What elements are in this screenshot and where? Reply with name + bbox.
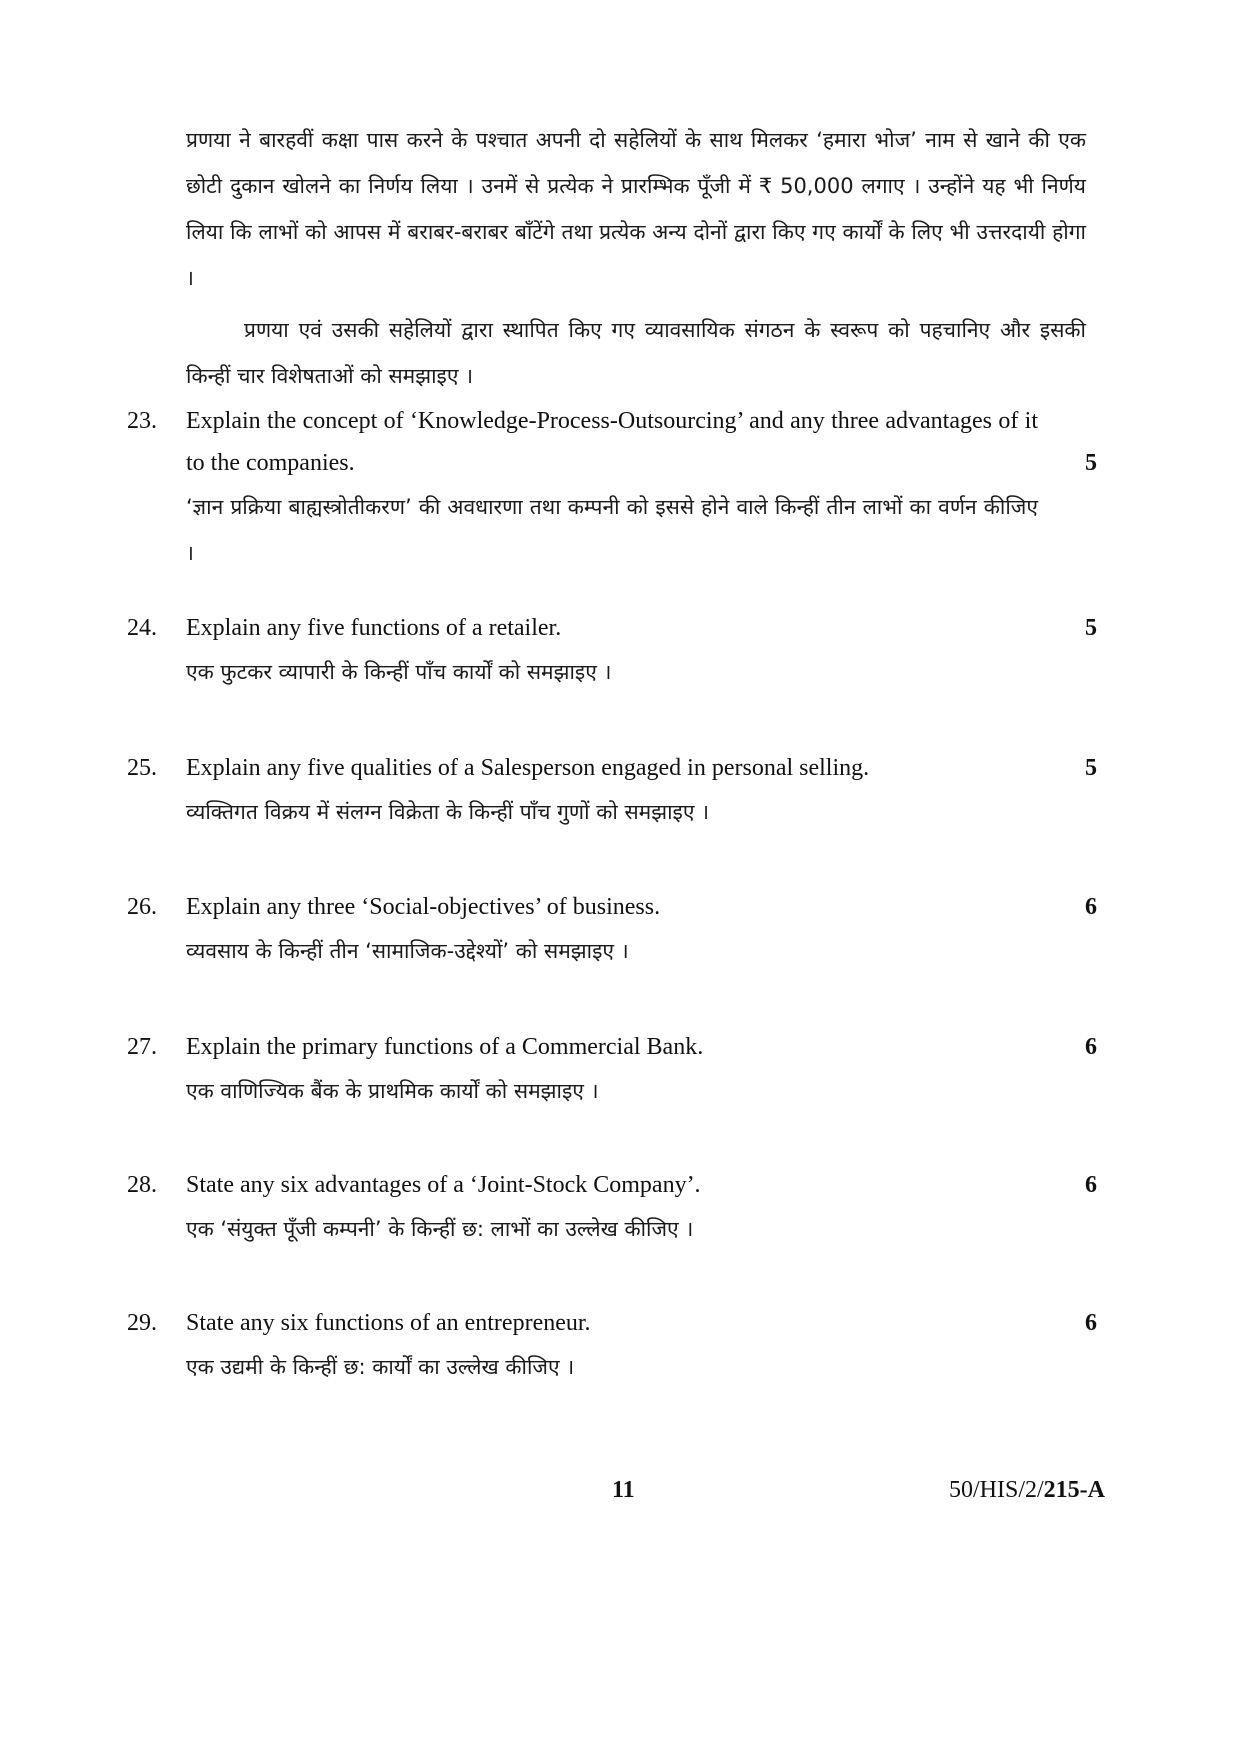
question-number: 26.: [127, 894, 157, 920]
question-text-hindi: व्यवसाय के किन्हीं तीन ‘सामाजिक-उद्देश्यों’ को समझाइए ।: [186, 939, 629, 963]
page-number: 11: [612, 1477, 635, 1503]
marks: 6: [1085, 1172, 1097, 1198]
question-text-english: Explain the concept of ‘Knowledge-Process-Outsourcing’ and any three advantages of it to the companies.: [186, 408, 1038, 476]
question-text-english: Explain any three ‘Social-objectives’ of business.: [186, 894, 661, 920]
question-text-english: Explain any five functions of a retailer.: [186, 615, 562, 641]
paper-code-prefix: 50/HIS/2/: [948, 1477, 1044, 1503]
paper-code: [949, 1477, 1105, 1504]
question-text-hindi: एक फुटकर व्यापारी के किन्हीं पाँच कार्यों को समझाइए ।: [186, 660, 612, 684]
question-text-english: Explain any five qualities of a Salesperson engaged in personal selling.: [186, 755, 870, 781]
question-text-english: State any six advantages of a ‘Joint-Stock Company’.: [186, 1172, 701, 1198]
marks: 5: [1085, 755, 1097, 781]
case-study-question: प्रणया एवं उसकी सहेलियों द्वारा स्थापित किए गए व्यावसायिक संगठन के स्वरूप को पहचानिए और इसकी किन्हीं चार विशेषताओं को समझाइए ।: [186, 318, 1086, 388]
question-text-hindi: एक उद्यमी के किन्हीं छ: कार्यों का उल्लेख कीजिए ।: [186, 1355, 575, 1379]
paper-code-suffix: 215-A: [1043, 1477, 1105, 1503]
question-number: 23.: [127, 408, 157, 434]
question-text-english: Explain the primary functions of a Commercial Bank.: [186, 1034, 704, 1060]
question-text-english: State any six functions of an entrepreneur.: [186, 1310, 591, 1336]
question-number: 28.: [127, 1172, 157, 1198]
marks: 6: [1085, 1034, 1097, 1060]
question-number: 25.: [127, 755, 157, 781]
question-number: 24.: [127, 615, 157, 641]
question-number: 27.: [127, 1034, 157, 1060]
marks: 6: [1085, 1310, 1097, 1336]
question-number: 29.: [127, 1310, 157, 1336]
marks: 5: [1085, 615, 1097, 641]
question-text-hindi: ‘ज्ञान प्रक्रिया बाह्यस्त्रोतीकरण’ की अवधारणा तथा कम्पनी को इससे होने वाले किन्हीं तीन लाभों का वर्णन कीजिए ।: [186, 495, 1038, 565]
case-study-paragraph: प्रणया ने बारहवीं कक्षा पास करने के पश्चात अपनी दो सहेलियों के साथ मिलकर ‘हमारा भोज’ नाम से खाने की एक छोटी दुकान खोलने का निर्णय लिया । उनमें से प्रत्येक ने प्रारम्भिक पूँजी में ₹ 50,000 लगाए । उन्होंने यह भी निर्णय लिया कि लाभों को आपस में बराबर-बराबर बाँटेंगे तथा प्रत्येक अन्य दोनों द्वारा किए गए कार्यों के लिए भी उत्तरदायी होगा ।: [186, 128, 1086, 290]
marks: 5: [1085, 450, 1097, 476]
question-text-hindi: एक वाणिज्यिक बैंक के प्राथमिक कार्यों को समझाइए ।: [186, 1079, 599, 1103]
question-text-hindi: व्यक्तिगत विक्रय में संलग्न विक्रेता के किन्हीं पाँच गुणों को समझाइए ।: [186, 800, 710, 824]
case-study-passage: [186, 117, 1086, 399]
question-text-hindi: एक ‘संयुक्त पूँजी कम्पनी’ के किन्हीं छ: लाभों का उल्लेख कीजिए ।: [186, 1217, 694, 1241]
marks: 6: [1085, 894, 1097, 920]
